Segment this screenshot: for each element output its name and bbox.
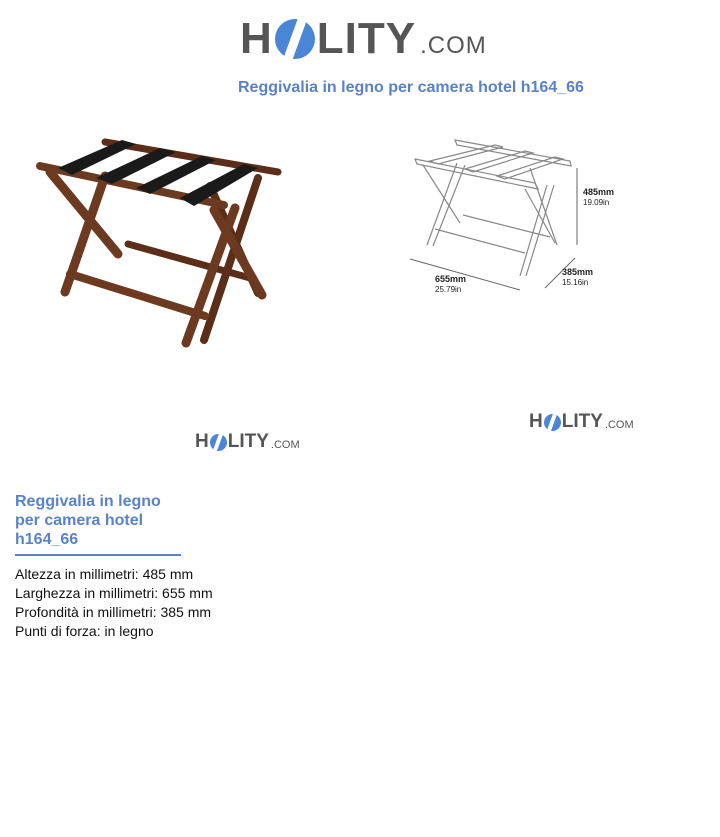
depth-mm: 385mm (562, 267, 594, 277)
logo-letters: LITY (561, 411, 603, 432)
logo-domain: .COM (270, 439, 300, 451)
logo-domain: .COM (604, 419, 634, 431)
logo-letter: H (240, 14, 273, 63)
logo-o-circle-icon (210, 434, 227, 451)
page-title: Reggivalia in legno per camera hotel h164_66 (238, 79, 584, 96)
product-title (15, 492, 185, 549)
holity-logo-small-left (195, 431, 300, 453)
logo-letters: LITY (316, 14, 417, 63)
logo-letter: H (529, 411, 543, 432)
logo-letter: H (195, 431, 209, 452)
product-title-line: h164_66 (15, 531, 79, 548)
height-in: 19.09in (583, 198, 610, 207)
spec-depth: Profondità in millimetri: 385 mm (15, 604, 212, 620)
holity-logo-main (240, 14, 487, 64)
depth-in: 15.16in (562, 278, 589, 287)
height-mm: 485mm (583, 187, 615, 197)
spec-width: Larghezza in millimetri: 655 mm (15, 585, 213, 601)
logo-letters: LITY (227, 431, 269, 452)
spec-height: Altezza in millimetri: 485 mm (15, 566, 194, 582)
holity-logo-small-right (529, 411, 634, 433)
logo-o-circle-icon (275, 19, 315, 59)
spec-feature: Punti di forza: in legno (15, 623, 154, 639)
product-title-line: Reggivalia in legno (15, 493, 161, 510)
title-divider (15, 554, 181, 556)
dimension-drawing (405, 133, 615, 298)
product-title-line: per camera hotel (15, 512, 144, 529)
width-mm: 655mm (435, 274, 467, 284)
logo-domain: .COM (420, 32, 487, 59)
logo-o-circle-icon (544, 414, 561, 431)
product-photo (30, 128, 290, 358)
width-in: 25.79in (435, 285, 462, 294)
spec-list (15, 565, 213, 641)
